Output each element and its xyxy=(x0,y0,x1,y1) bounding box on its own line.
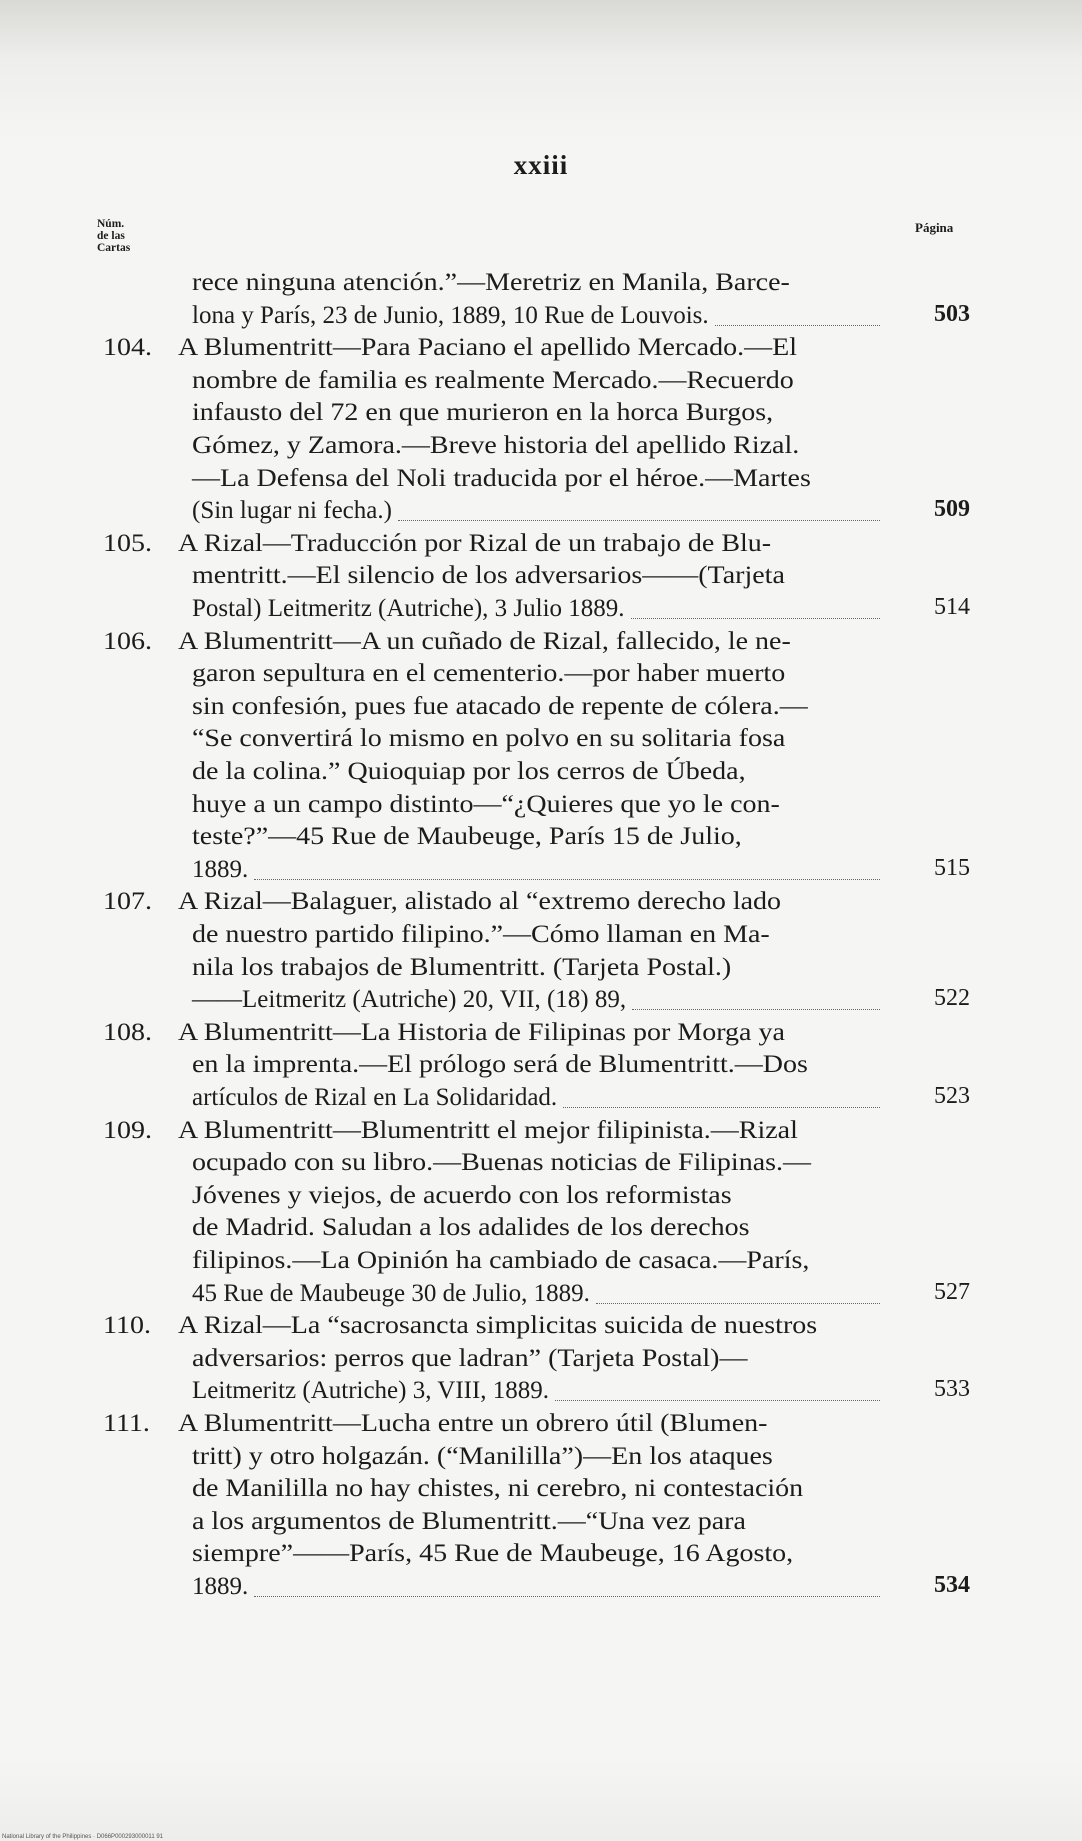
entry-text: A Blumentritt—A un cuñado de Rizal, fallecido, le ne- xyxy=(178,627,791,655)
entry-text: siempre”——París, 45 Rue de Maubeuge, 16 Agosto, xyxy=(192,1540,794,1568)
page-ref: 533 xyxy=(934,1376,970,1403)
letter-number: 104. xyxy=(103,334,152,362)
entry-text: “Se convertirá lo mismo en polvo en su solitaria fosa xyxy=(192,725,786,753)
page-ref: 514 xyxy=(934,594,970,620)
entry-text: nila los trabajos de Blumentritt. (Tarjeta Postal.) xyxy=(192,953,732,981)
entry-line xyxy=(192,953,731,983)
letter-number: 107. xyxy=(103,888,152,916)
entry-text: a los argumentos de Blumentritt.—“Una vez para xyxy=(192,1507,746,1535)
entry-text: A Blumentritt—Lucha entre un obrero útil (Blumen- xyxy=(178,1410,768,1437)
letter-number: 109. xyxy=(103,1116,152,1144)
entry-text: infausto del 72 en que murieron en la horca Burgos, xyxy=(192,399,774,427)
letter-number: 105. xyxy=(103,529,152,557)
entry-line xyxy=(192,1539,793,1569)
entry-text: mentritt.—El silencio de los adversarios——(Tarjeta xyxy=(192,562,785,590)
dot-leader xyxy=(596,1303,880,1304)
entry-line xyxy=(192,366,794,396)
dot-leader xyxy=(631,618,880,619)
letter-number: 110. xyxy=(103,1312,151,1340)
library-footer: National Library of the Philippines · D066P000293000011 91 xyxy=(2,1834,164,1840)
entry-line xyxy=(192,692,808,722)
entry-text: de Madrid. Saludan a los adalides de los derechos xyxy=(192,1214,750,1242)
entry-text: A Rizal—La “sacrosancta simplicitas suicida de nuestros xyxy=(178,1312,818,1340)
entry-line xyxy=(192,594,625,624)
entry-text: Jóvenes y viejos, de acuerdo con los reformistas xyxy=(192,1181,732,1209)
entry-line xyxy=(192,790,780,820)
entry-line xyxy=(192,1213,750,1243)
entry-line xyxy=(192,1376,549,1406)
entry-text: tritt) y otro holgazán. (“Manililla”)—En los ataques xyxy=(192,1442,773,1470)
entry-text: teste?”—45 Rue de Maubeuge, París 15 de Julio, xyxy=(192,823,742,851)
page-ref: 515 xyxy=(934,854,970,881)
entry-text: 1889. xyxy=(192,1573,249,1600)
entry-text: 1889. xyxy=(192,855,249,883)
entry-text: garon sepultura en el cementerio.—por haber muerto xyxy=(192,660,786,688)
letter-number: 108. xyxy=(103,1018,152,1046)
entry-text: de Manililla no hay chistes, ni cerebro, ni contestación xyxy=(192,1475,804,1503)
entry-line xyxy=(192,757,746,787)
entry-line xyxy=(192,1279,590,1309)
entry-line xyxy=(192,1050,808,1080)
entry-line xyxy=(192,496,392,526)
dot-leader xyxy=(398,520,880,521)
entry-line xyxy=(103,529,771,559)
entry-line xyxy=(192,431,799,461)
entry-line xyxy=(192,985,626,1015)
entry-line xyxy=(192,1181,732,1211)
entry-text: Gómez, y Zamora.—Breve historia del apellido Rizal. xyxy=(192,432,800,459)
entry-text: sin confesión, pues fue atacado de repente de cólera.— xyxy=(192,692,808,720)
entry-line xyxy=(103,887,781,917)
letter-number: 106. xyxy=(103,627,152,655)
column-header-letter-number: Núm. de las Cartas xyxy=(97,218,131,254)
entry-line xyxy=(103,1018,785,1048)
entry-line xyxy=(192,464,811,494)
entry-text: rece ninguna atención.”—Meretriz en Manila, Barce- xyxy=(192,269,790,296)
dot-leader xyxy=(632,1009,880,1010)
entry-line xyxy=(103,1409,767,1439)
entry-line xyxy=(103,1311,817,1341)
entry-text: huye a un campo distinto—“¿Quieres que yo le con- xyxy=(192,790,780,818)
entry-line xyxy=(192,1507,746,1537)
entry-line xyxy=(192,724,785,754)
entry-line xyxy=(192,1474,803,1504)
entry-line xyxy=(192,920,770,950)
entry-text: ocupado con su libro.—Buenas noticias de Filipinas.— xyxy=(192,1149,812,1177)
dot-leader xyxy=(563,1107,880,1108)
entry-text: A Blumentritt—La Historia de Filipinas por Morga ya xyxy=(178,1018,785,1046)
entry-line xyxy=(103,627,791,657)
entry-text: —La Defensa del Noli traducida por el héroe.—Martes xyxy=(192,464,811,492)
page-ref: 527 xyxy=(934,1278,970,1305)
entry-text: de la colina.” Quioquiap por los cerros de Úbeda, xyxy=(192,758,746,785)
entry-text: A Blumentritt—Para Paciano el apellido Mercado.—El xyxy=(178,334,797,362)
entry-text: A Blumentritt—Blumentritt el mejor filipinista.—Rizal xyxy=(178,1116,798,1144)
page-ref: 522 xyxy=(934,985,970,1012)
letter-number: 111. xyxy=(103,1410,150,1437)
entry-line xyxy=(192,398,773,428)
page-number: xxiii xyxy=(513,150,569,180)
dot-leader xyxy=(254,879,880,880)
page-ref: 503 xyxy=(934,300,970,327)
page-ref: 523 xyxy=(934,1083,970,1109)
page-ref: 509 xyxy=(934,496,970,523)
entry-text: nombre de familia es realmente Mercado.—Recuerdo xyxy=(192,366,794,394)
entry-text: adversarios: perros que ladran” (Tarjeta Postal)— xyxy=(192,1344,748,1372)
entry-text: Leitmeritz (Autriche) 3, VIII, 1889. xyxy=(192,1377,550,1405)
entry-text: de nuestro partido filipino.”—Cómo llaman en Ma- xyxy=(192,921,770,948)
page-ref: 534 xyxy=(934,1572,970,1598)
entry-line xyxy=(192,659,785,689)
entry-text: Postal) Leitmeritz (Autriche), 3 Julio 1889. xyxy=(192,595,625,622)
entry-text: A Rizal—Balaguer, alistado al “extremo derecho lado xyxy=(178,888,782,916)
entry-line xyxy=(103,1116,798,1146)
entry-text: filipinos.—La Opinión ha cambiado de casaca.—París, xyxy=(192,1247,810,1274)
entry-line xyxy=(192,1148,811,1178)
dot-leader xyxy=(715,325,880,326)
entry-text: en la imprenta.—El prólogo será de Blumentritt.—Dos xyxy=(192,1051,808,1079)
entry-text: artículos de Rizal en La Solidaridad. xyxy=(192,1084,558,1111)
entry-line xyxy=(192,1344,748,1374)
entry-line xyxy=(192,1246,809,1276)
entry-text: 45 Rue de Maubeuge 30 de Julio, 1889. xyxy=(192,1279,590,1307)
dot-leader xyxy=(555,1400,880,1401)
entry-text: A Rizal—Traducción por Rizal de un trabajo de Blu- xyxy=(178,529,772,557)
entry-line xyxy=(103,333,797,363)
entry-line xyxy=(192,268,790,298)
entry-text: (Sin lugar ni fecha.) xyxy=(192,497,392,525)
entry-line xyxy=(192,561,785,591)
entry-line xyxy=(192,855,248,885)
entry-line xyxy=(192,1442,773,1472)
column-header-page: Página xyxy=(915,220,954,235)
entry-line xyxy=(192,301,709,331)
entry-text: ——Leitmeritz (Autriche) 20, VII, (18) 89, xyxy=(192,986,627,1014)
entry-text: lona y París, 23 de Junio, 1889, 10 Rue de Louvois. xyxy=(192,301,709,329)
dot-leader xyxy=(254,1596,880,1597)
entry-line xyxy=(192,1572,248,1602)
entry-line xyxy=(192,1083,557,1113)
entry-line xyxy=(192,822,742,852)
